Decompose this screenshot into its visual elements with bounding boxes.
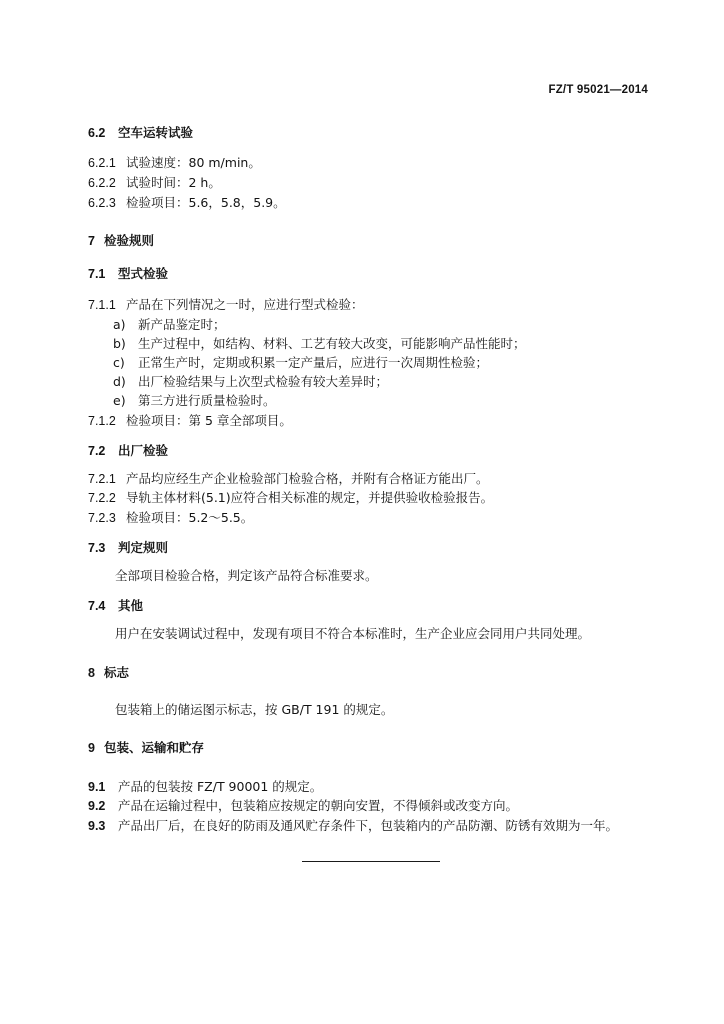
section-title: 型式检验	[118, 266, 169, 281]
paragraph-text: 用户在安装调试过程中，发现有项目不符合本标准时，生产企业应会同用户共同处理。	[115, 626, 591, 641]
section-number: 7.2	[88, 444, 106, 458]
clause-text: 检验项目：第 5 章全部项目。	[126, 413, 292, 428]
chapter-title: 包装、运输和贮存	[104, 740, 205, 755]
clause-text: 检验项目：5.2～5.5。	[126, 510, 254, 525]
paragraph-8	[0, 701, 724, 719]
list-text: 第三方进行质量检验时。	[138, 393, 276, 408]
list-marker: d)	[113, 374, 126, 389]
clause-number: 7.1.2	[88, 414, 116, 428]
section-heading-6-2	[0, 124, 724, 142]
clause-text: 试验时间：2 h。	[126, 175, 221, 190]
clause-6-2-3	[0, 194, 724, 212]
clause-7-2-3	[0, 509, 724, 527]
section-heading-7-4	[0, 597, 724, 615]
paragraph-text: 全部项目检验合格，判定该产品符合标准要求。	[115, 568, 378, 583]
clause-number: 7.2.3	[88, 511, 116, 525]
clause-number: 7.2.2	[88, 491, 116, 505]
section-title: 其他	[118, 598, 144, 613]
clause-text: 产品均应经生产企业检验部门检验合格，并附有合格证方能出厂。	[126, 471, 489, 486]
section-title: 空车运转试验	[118, 125, 194, 140]
section-number: 6.2	[88, 126, 106, 140]
clause-number: 9.2	[88, 799, 106, 813]
clause-text: 产品的包装按 FZ/T 90001 的规定。	[118, 779, 323, 794]
paragraph-7-4	[0, 625, 724, 643]
list-text: 生产过程中，如结构、材料、工艺有较大改变，可能影响产品性能时；	[138, 336, 526, 351]
list-item	[0, 335, 724, 353]
list-item	[0, 354, 724, 372]
section-number: 7.3	[88, 541, 106, 555]
clause-7-2-1	[0, 470, 724, 488]
list-item	[0, 373, 724, 391]
clause-9-1	[0, 778, 724, 796]
standard-code-header: FZ/T 95021—2014	[548, 84, 648, 96]
paragraph-7-3	[0, 567, 724, 585]
section-number: 7.1	[88, 267, 106, 281]
chapter-title: 标志	[104, 665, 130, 680]
list-marker: b)	[113, 336, 126, 351]
section-title: 出厂检验	[118, 443, 169, 458]
clause-7-1-1	[0, 296, 724, 314]
list-text: 出厂检验结果与上次型式检验有较大差异时；	[138, 374, 389, 389]
section-heading-7-3	[0, 539, 724, 557]
clause-text: 试验速度：80 m/min。	[126, 155, 261, 170]
clause-number: 6.2.1	[88, 156, 116, 170]
list-marker: a)	[113, 317, 126, 332]
clause-text: 产品出厂后，在良好的防雨及通风贮存条件下，包装箱内的产品防潮、防锈有效期为一年。	[118, 818, 619, 833]
chapter-number: 9	[88, 741, 95, 755]
list-text: 正常生产时，定期或积累一定产量后，应进行一次周期性检验；	[138, 355, 489, 370]
chapter-title: 检验规则	[104, 233, 155, 248]
section-title: 判定规则	[118, 540, 169, 555]
clause-text: 产品在运输过程中，包装箱应按规定的朝向安置，不得倾斜或改变方向。	[118, 798, 519, 813]
clause-9-3	[0, 817, 724, 835]
list-text: 新产品鉴定时；	[138, 317, 226, 332]
clause-number: 9.1	[88, 780, 106, 794]
section-heading-7-2	[0, 442, 724, 460]
chapter-heading-7	[0, 232, 724, 250]
clause-6-2-1	[0, 154, 724, 172]
section-number: 7.4	[88, 599, 106, 613]
clause-7-2-2	[0, 489, 724, 507]
clause-7-1-2	[0, 412, 724, 430]
clause-text: 导轨主体材料(5.1)应符合相关标准的规定，并提供验收检验报告。	[126, 490, 494, 505]
clause-text: 产品在下列情况之一时，应进行型式检验：	[126, 297, 364, 312]
list-item	[0, 392, 724, 410]
section-heading-7-1	[0, 265, 724, 283]
clause-number: 7.2.1	[88, 472, 116, 486]
clause-number: 7.1.1	[88, 298, 116, 312]
clause-6-2-2	[0, 174, 724, 192]
list-item	[0, 316, 724, 334]
chapter-number: 7	[88, 234, 95, 248]
clause-number: 6.2.3	[88, 196, 116, 210]
chapter-number: 8	[88, 666, 95, 680]
end-rule-divider	[302, 861, 440, 862]
paragraph-text: 包装箱上的储运图示标志，按 GB/T 191 的规定。	[115, 702, 394, 717]
list-marker: e)	[113, 393, 126, 408]
clause-9-2	[0, 797, 724, 815]
list-marker: c)	[113, 355, 125, 370]
chapter-heading-8	[0, 664, 724, 682]
clause-number: 6.2.2	[88, 176, 116, 190]
clause-number: 9.3	[88, 819, 106, 833]
chapter-heading-9	[0, 739, 724, 757]
clause-text: 检验项目：5.6，5.8，5.9。	[126, 195, 286, 210]
